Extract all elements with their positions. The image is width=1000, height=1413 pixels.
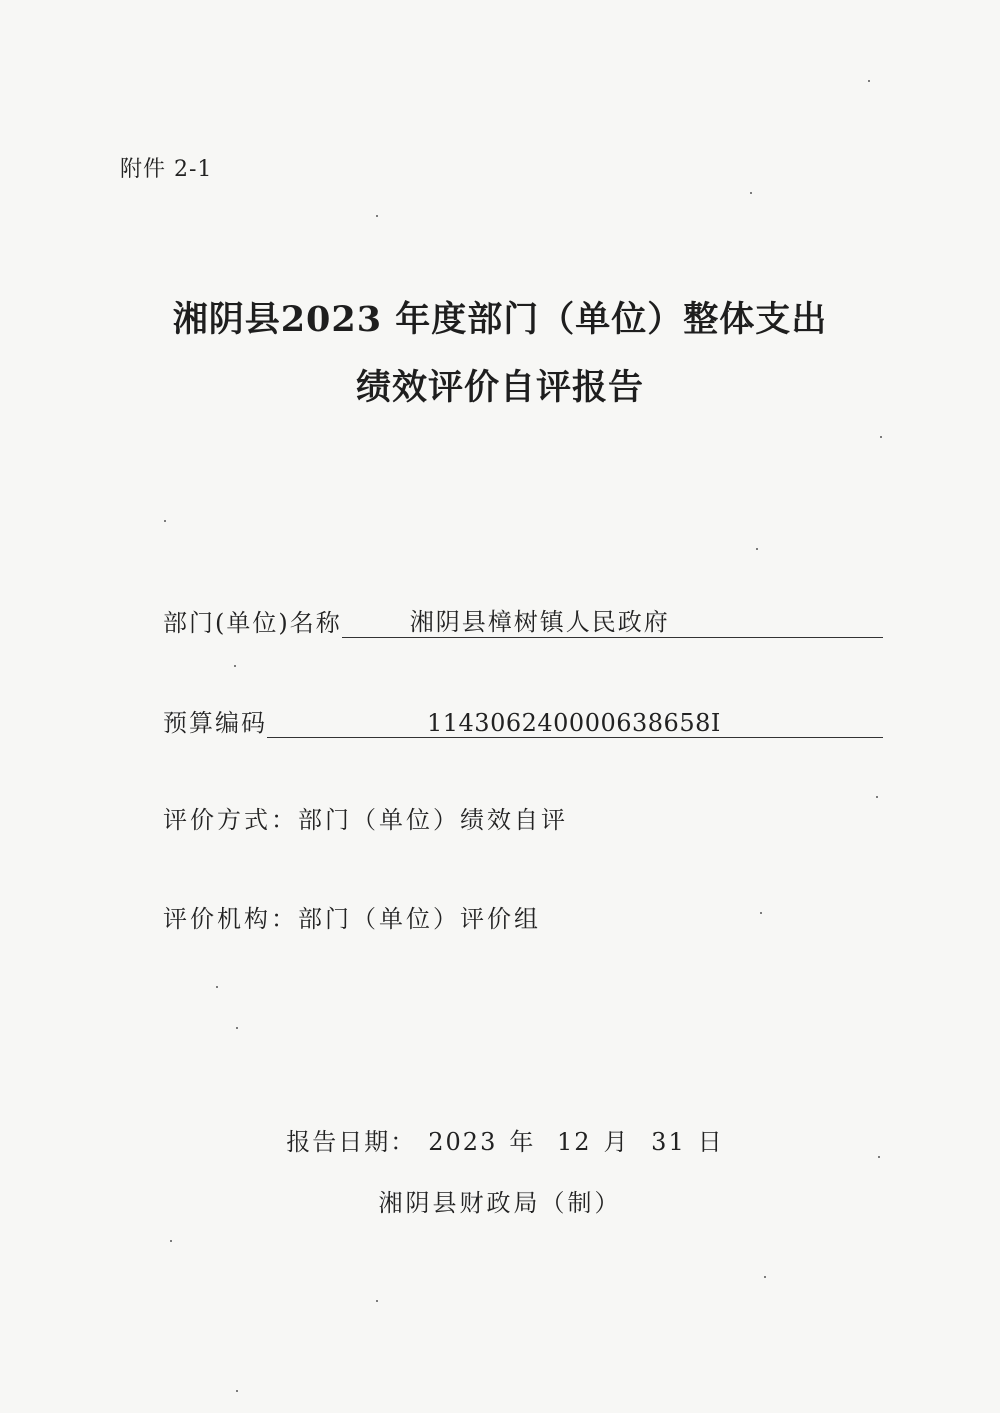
scan-speck bbox=[164, 520, 166, 522]
scan-speck bbox=[880, 436, 882, 438]
scan-speck bbox=[750, 192, 752, 194]
report-date-month-unit: 月 bbox=[603, 1128, 630, 1156]
scan-speck bbox=[868, 80, 870, 82]
scan-speck bbox=[760, 912, 762, 914]
issuer: 湘阴县财政局（制） bbox=[378, 1189, 622, 1217]
scan-speck bbox=[756, 548, 758, 550]
scan-speck bbox=[170, 1240, 172, 1242]
budget-code-label: 预算编码 bbox=[163, 709, 267, 737]
dept-name-underline bbox=[342, 605, 883, 638]
report-date-label: 报告日期： bbox=[286, 1128, 417, 1156]
budget-code-row bbox=[163, 702, 883, 738]
report-date-day-unit: 日 bbox=[697, 1128, 724, 1156]
scan-speck bbox=[376, 215, 378, 217]
scan-speck bbox=[764, 1276, 766, 1278]
attachment-label: 附件 2-1 bbox=[120, 157, 213, 182]
dept-name-row bbox=[163, 602, 883, 638]
report-title-line1: 湘阴县2023 年度部门（单位）整体支出 bbox=[172, 299, 828, 340]
report-date-year: 2023 bbox=[428, 1128, 498, 1156]
scan-speck bbox=[876, 796, 878, 798]
dept-name-label: 部门(单位)名称 bbox=[163, 609, 342, 637]
report-date-day: 31 bbox=[651, 1128, 686, 1156]
evaluation-method: 评价方式：部门（单位）绩效自评 bbox=[163, 806, 568, 834]
scan-speck bbox=[234, 665, 236, 667]
report-title-line2: 绩效评价自评报告 bbox=[355, 367, 644, 408]
report-date bbox=[0, 1122, 1000, 1157]
scan-speck bbox=[878, 1156, 880, 1158]
report-date-month: 12 bbox=[556, 1128, 592, 1156]
scan-speck bbox=[236, 1390, 238, 1392]
evaluation-org: 评价机构：部门（单位）评价组 bbox=[163, 905, 541, 933]
scan-speck bbox=[376, 1300, 378, 1302]
scan-speck bbox=[216, 986, 218, 988]
scan-speck bbox=[236, 1027, 238, 1029]
budget-code-value: 114306240000638658I bbox=[427, 709, 721, 737]
report-date-year-unit: 年 bbox=[509, 1128, 536, 1156]
budget-code-underline bbox=[267, 705, 883, 738]
dept-name-value: 湘阴县樟树镇人民政府 bbox=[409, 608, 670, 636]
